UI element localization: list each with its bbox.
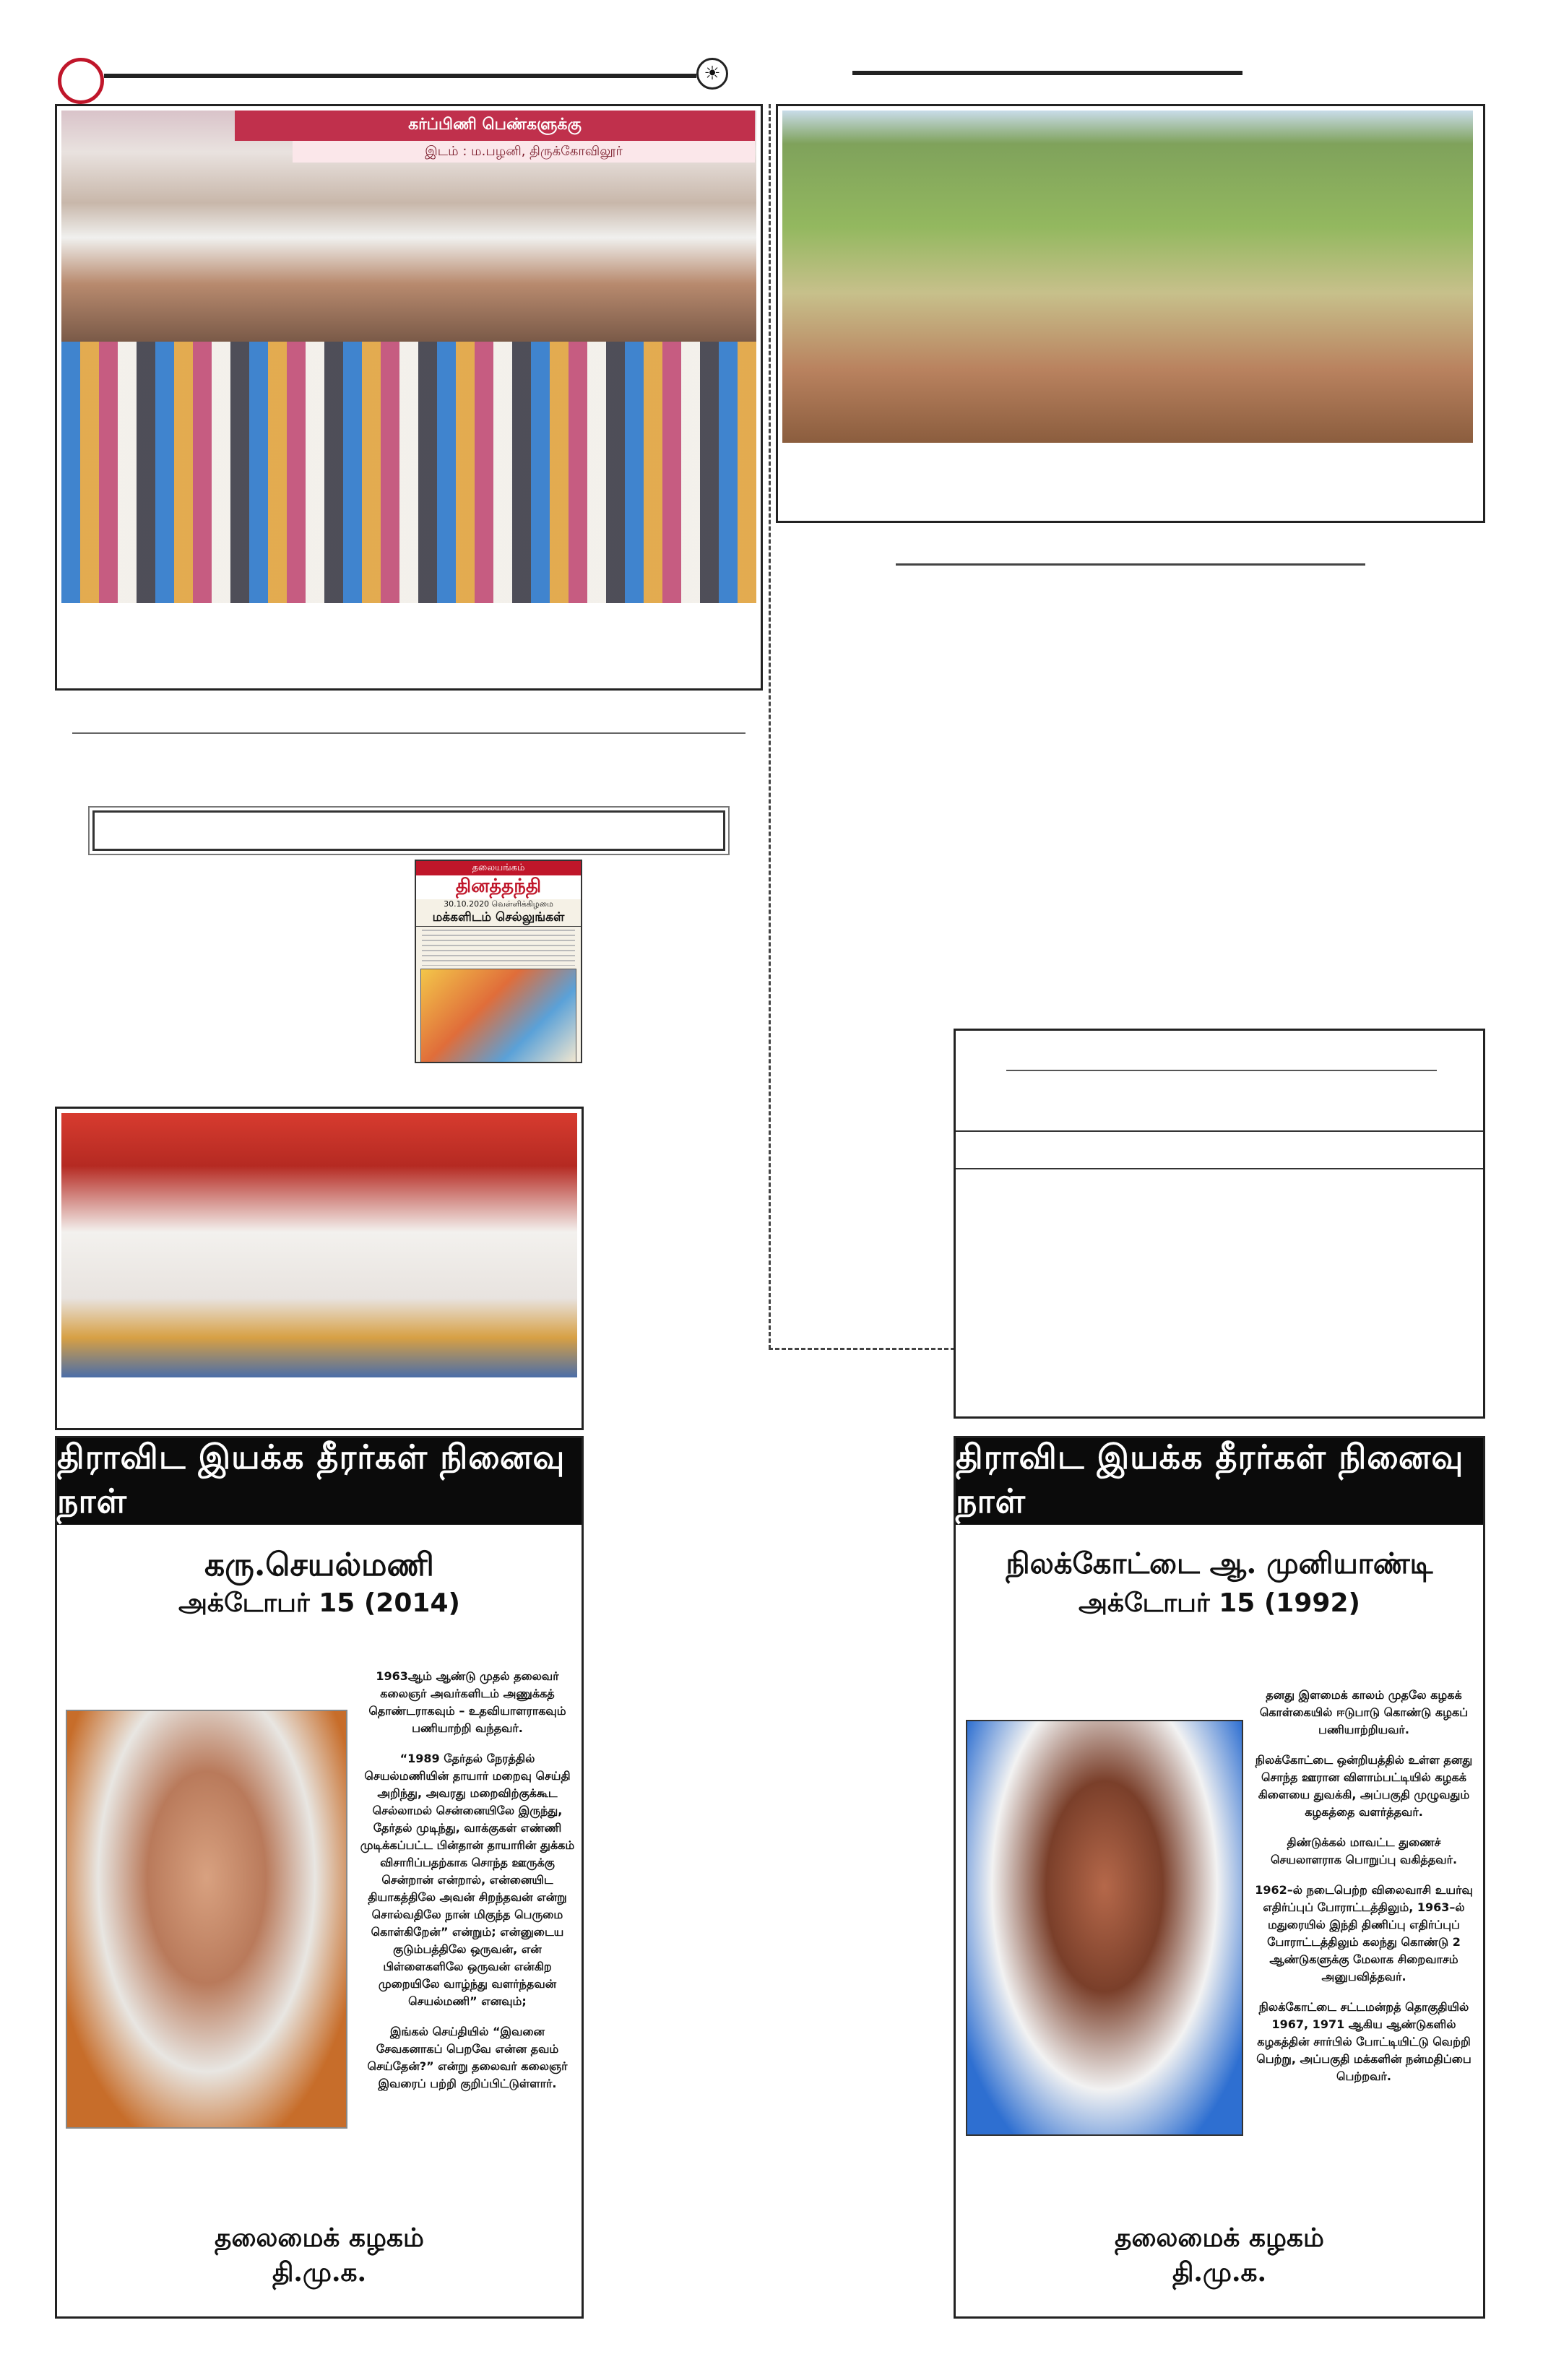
dashed-divider-vertical xyxy=(769,104,771,1349)
honoree-bio-left xyxy=(359,1668,576,2106)
clip-masthead: தினத்தந்தி xyxy=(416,875,581,899)
memorial-banner-right: திராவிட இயக்க தீரர்கள் நினைவு நாள் xyxy=(956,1438,1483,1525)
memorial-date-left: அக்டோபர் 15 (2014) xyxy=(178,1588,460,1618)
photo-box-top-right xyxy=(776,104,1485,523)
felicitation-photo xyxy=(61,1113,577,1377)
newspaper-clipping xyxy=(415,860,582,1063)
event-banner-sub-text: இடம் : ம.பழனி, திருக்கோவிலூர் xyxy=(425,143,623,159)
honoree-portrait-right xyxy=(966,1720,1243,2136)
notice-rule-low xyxy=(956,1168,1483,1169)
clip-masthead-top: தலையங்கம் xyxy=(416,861,581,875)
bio-paragraph: நிலக்கோட்டை ஒன்றியத்தில் உள்ள தனது சொந்த ஊரான விளாம்பட்டியில் கழகக் கிளையை துவக்கி, அப்பகுதி முழுவதும் கழகத்தை வளர்த்தவர். xyxy=(1255,1753,1473,1819)
signature-org-right: தலைமைக் கழகம் xyxy=(1115,2223,1324,2253)
memorial-banner-left: திராவிட இயக்க தீரர்கள் நினைவு நாள் xyxy=(57,1438,582,1525)
divider-rule-2 xyxy=(896,563,1365,566)
bio-paragraph: 1962–ல் நடைபெற்ற விலைவாசி உயர்வு எதிர்ப்புப் போராட்டத்திலும், 1963–ல் மதுரையில் இந்தி திணிப்பு எதிர்ப்புப் போராட்டத்திலும் கலந்து கொண்டு 2 ஆண்டுகளுக்கு மேலாக சிறைவாசம் அனுபவித்தவர். xyxy=(1255,1883,1473,1983)
signature-party-left: தி.மு.க. xyxy=(272,2257,367,2288)
memorial-date-right: அக்டோபர் 15 (1992) xyxy=(1079,1588,1360,1618)
bio-paragraph: திண்டுக்கல் மாவட்ட துணைச் செயலாளராக பொறுப்பு வகித்தவர். xyxy=(1270,1835,1458,1866)
clip-cartoon xyxy=(420,969,576,1063)
divider-rule-1 xyxy=(72,732,745,734)
notice-rule-mid xyxy=(956,1130,1483,1132)
photo-box-top-left xyxy=(55,104,763,691)
event-banner-sub xyxy=(293,141,755,163)
audience-photo xyxy=(61,342,756,603)
notice-box-right xyxy=(954,1029,1485,1419)
bio-paragraph: இங்கல் செய்தியில் “இவனை சேவகனாகப் பெறவே என்ன தவம் செய்தேன்?” என்று தலைவர் கலைஞர் இவரைப் பற்றி குறிப்பிட்டுள்ளார். xyxy=(367,2025,568,2090)
event-stage-photo xyxy=(61,111,756,342)
photo-box-mid-left xyxy=(55,1107,584,1430)
page-marker-circle xyxy=(58,58,104,104)
signature-org-left: தலைமைக் கழகம் xyxy=(215,2223,424,2253)
clip-headline: மக்களிடம் செல்லுங்கள் xyxy=(416,910,581,927)
bio-paragraph: “1989 தேர்தல் நேரத்தில் செயல்மணியின் தாயார் மறைவு செய்தி அறிந்து, அவரது மறைவிற்குக்கூட செல்லாமல் சென்னையிலே இருந்து, தேர்தல் முடிந்து, வாக்குகள் எண்ணி முடிக்கப்பட்ட பின்தான் தாயாரின் துக்கம் விசாரிப்பதற்காக சொந்த ஊருக்கு சென்றான் என்றால், என்னையிட தியாகத்திலே அவன் சிறந்தவன் என்று சொல்வதிலே நான் மிகுந்த பெருமை கொள்கிறேன்” என்றும்; என்னுடைய குடும்பத்திலே ஒருவன், என் பிள்ளைகளிலே ஒருவன் என்கிற முறையிலே வாழ்ந்து வளர்ந்தவன் செயல்மணி” எனவும்; xyxy=(360,1752,575,2008)
signature-party-right: தி.மு.க. xyxy=(1172,2257,1267,2288)
rising-sun-icon: ☀ xyxy=(696,58,728,90)
honoree-name-right: நிலக்கோட்டை ஆ. முனியாண்டி xyxy=(1006,1546,1433,1580)
clip-body-text xyxy=(422,930,575,966)
clip-date: 30.10.2020 வெள்ளிக்கிழமை xyxy=(444,899,553,909)
honoree-name-left: கரு.செயல்மணி xyxy=(204,1546,434,1583)
honoree-portrait-left xyxy=(66,1710,347,2129)
event-banner xyxy=(235,111,755,141)
dashed-divider-horizontal xyxy=(769,1348,955,1350)
tree-planting-photo xyxy=(782,111,1473,443)
notice-rule-top xyxy=(1006,1070,1437,1071)
header-rule-right xyxy=(852,71,1242,75)
memorial-card-left xyxy=(55,1436,584,2319)
bio-paragraph: நிலக்கோட்டை சட்டமன்றத் தொகுதியில் 1967, 1971 ஆகிய ஆண்டுகளில் கழகத்தின் சார்பில் போட்டியிட்டு வெற்றி பெற்று, அப்பகுதி மக்களின் நன்மதிப்பை பெற்றவர். xyxy=(1256,2000,1471,2083)
header-rule-left xyxy=(104,74,696,78)
bio-paragraph: 1963ஆம் ஆண்டு முதல் தலைவர் கலைஞர் அவர்களிடம் அணுக்கத் தொண்டராகவும் – உதவியாளராகவும் பணியாற்றி வந்தவர். xyxy=(368,1669,566,1735)
bio-paragraph: தனது இளமைக் காலம் முதலே கழகக் கொள்கையில் ஈடுபாடு கொண்டு கழகப் பணியாற்றியவர். xyxy=(1259,1688,1469,1736)
memorial-card-right xyxy=(954,1436,1485,2319)
event-banner-text: கர்ப்பிணி பெண்களுக்கு xyxy=(408,116,582,134)
ornate-heading-frame xyxy=(92,810,725,851)
honoree-bio-right xyxy=(1252,1687,1476,2098)
